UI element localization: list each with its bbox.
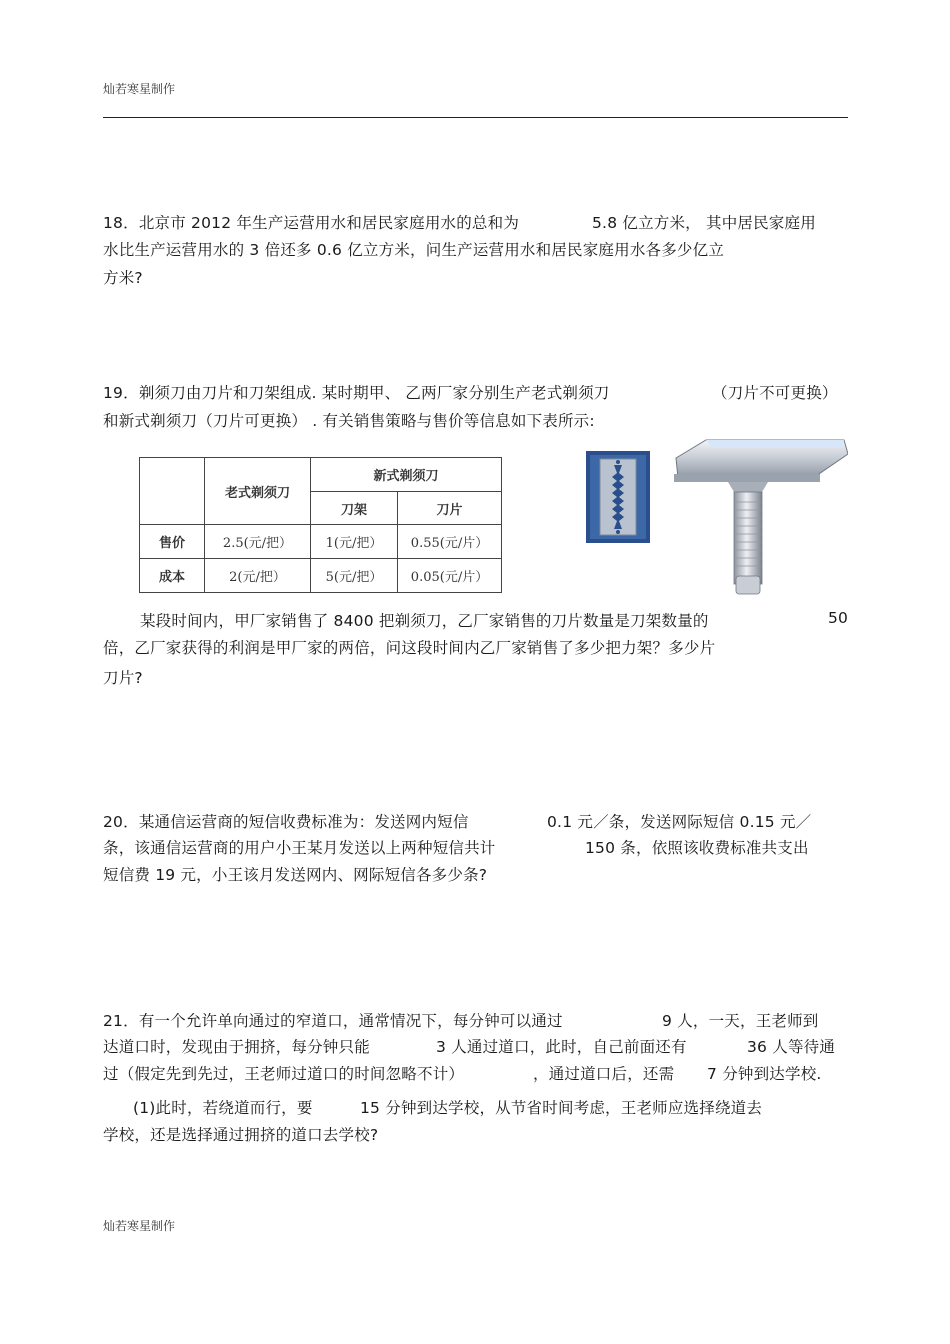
- q20-line2-right: 150 条，依照该收费标准共支出: [585, 839, 809, 857]
- q21-line2: 达道口时，发现由于拥挤，每分钟只能: [103, 1038, 370, 1056]
- safety-razor-image: [666, 436, 848, 598]
- table-row: [140, 559, 502, 593]
- q18-line2: 水比生产运营用水的 3 倍还多 0.6 亿立方米，问生产运营用水和居民家庭用水各多少亿立: [103, 241, 725, 259]
- q19-para-line3: 刀片?: [103, 669, 143, 687]
- q18-line1: 18．北京市 2012 年生产运营用水和居民家庭用水的总和为: [103, 214, 520, 232]
- q21-line3-mid: ，通过道口后，还需: [533, 1065, 675, 1083]
- q21-line3: 过（假定先到先过，王老师过道口的时间忽略不计）: [103, 1065, 465, 1083]
- q21-sub1-right: 15 分钟到达学校，从节省时间考虑，王老师应选择绕道去: [360, 1099, 763, 1117]
- row-label-cost: 成本: [140, 559, 205, 593]
- q20-line2: 条，该通信运营商的用户小王某月发送以上两种短信共计: [103, 839, 496, 857]
- q20-line3: 短信费 19 元，小王该月发送网内、网际短信各多少条?: [103, 866, 488, 884]
- cell-old-cost: 2(元/把）: [205, 559, 311, 593]
- table-corner-cell: [140, 458, 205, 525]
- table-row: [140, 525, 502, 559]
- q21-line1-right: 9 人，一天，王老师到: [662, 1012, 819, 1030]
- row-label-price: 售价: [140, 525, 205, 559]
- page-footer: 灿若寒星制作: [103, 1219, 176, 1233]
- q21-sub1: (1)此时，若绕道而行，要: [133, 1099, 313, 1117]
- header-new-razor: 新式剃须刀: [311, 458, 502, 492]
- q19-line1: 19．剃须刀由刀片和刀架组成. 某时期甲、 乙两厂家分别生产老式剃须刀: [103, 384, 610, 402]
- header-holder: 刀架: [311, 492, 398, 525]
- q19-para-line1: 某段时间内，甲厂家销售了 8400 把剃须刀，乙厂家销售的刀片数量是刀架数量的: [140, 612, 709, 630]
- cell-holder-cost: 5(元/把）: [311, 559, 398, 593]
- q19-line2: 和新式剃须刀（刀片可更换） . 有关销售策略与售价等信息如下表所示:: [103, 412, 595, 430]
- cell-holder-price: 1(元/把）: [311, 525, 398, 559]
- q20-line1-right: 0.1 元／条，发送网际短信 0.15 元／: [547, 813, 812, 831]
- q21-line3-right: 7 分钟到达学校.: [707, 1065, 822, 1083]
- q21-line2-right: 36 人等待通: [747, 1038, 836, 1056]
- cell-blade-price: 0.55(元/片）: [398, 525, 502, 559]
- price-table: [139, 457, 502, 593]
- header-rule: [103, 117, 848, 118]
- cell-blade-cost: 0.05(元/片）: [398, 559, 502, 593]
- q19-para-line1-right: 50: [828, 609, 849, 627]
- page-header: 灿若寒星制作: [103, 82, 176, 96]
- razor-blade-image: [586, 451, 650, 543]
- q21-sub2: 学校，还是选择通过拥挤的道口去学校?: [103, 1126, 379, 1144]
- q18-line1-right: 5.8 亿立方米， 其中居民家庭用: [592, 214, 816, 232]
- q19-para-line2: 倍，乙厂家获得的利润是甲厂家的两倍，问这段时间内乙厂家销售了多少把力架？多少片: [103, 639, 716, 657]
- q20-line1: 20．某通信运营商的短信收费标准为：发送网内短信: [103, 813, 469, 831]
- q21-line1: 21．有一个允许单向通过的窄道口，通常情况下，每分钟可以通过: [103, 1012, 563, 1030]
- q21-line2-mid: 3 人通过道口，此时，自己前面还有: [436, 1038, 687, 1056]
- q19-line1-right: （刀片不可更换）: [712, 384, 838, 402]
- cell-old-price: 2.5(元/把）: [205, 525, 311, 559]
- header-blade: 刀片: [398, 492, 502, 525]
- q18-line3: 方米?: [103, 269, 143, 287]
- header-old-razor: 老式剃须刀: [205, 458, 311, 525]
